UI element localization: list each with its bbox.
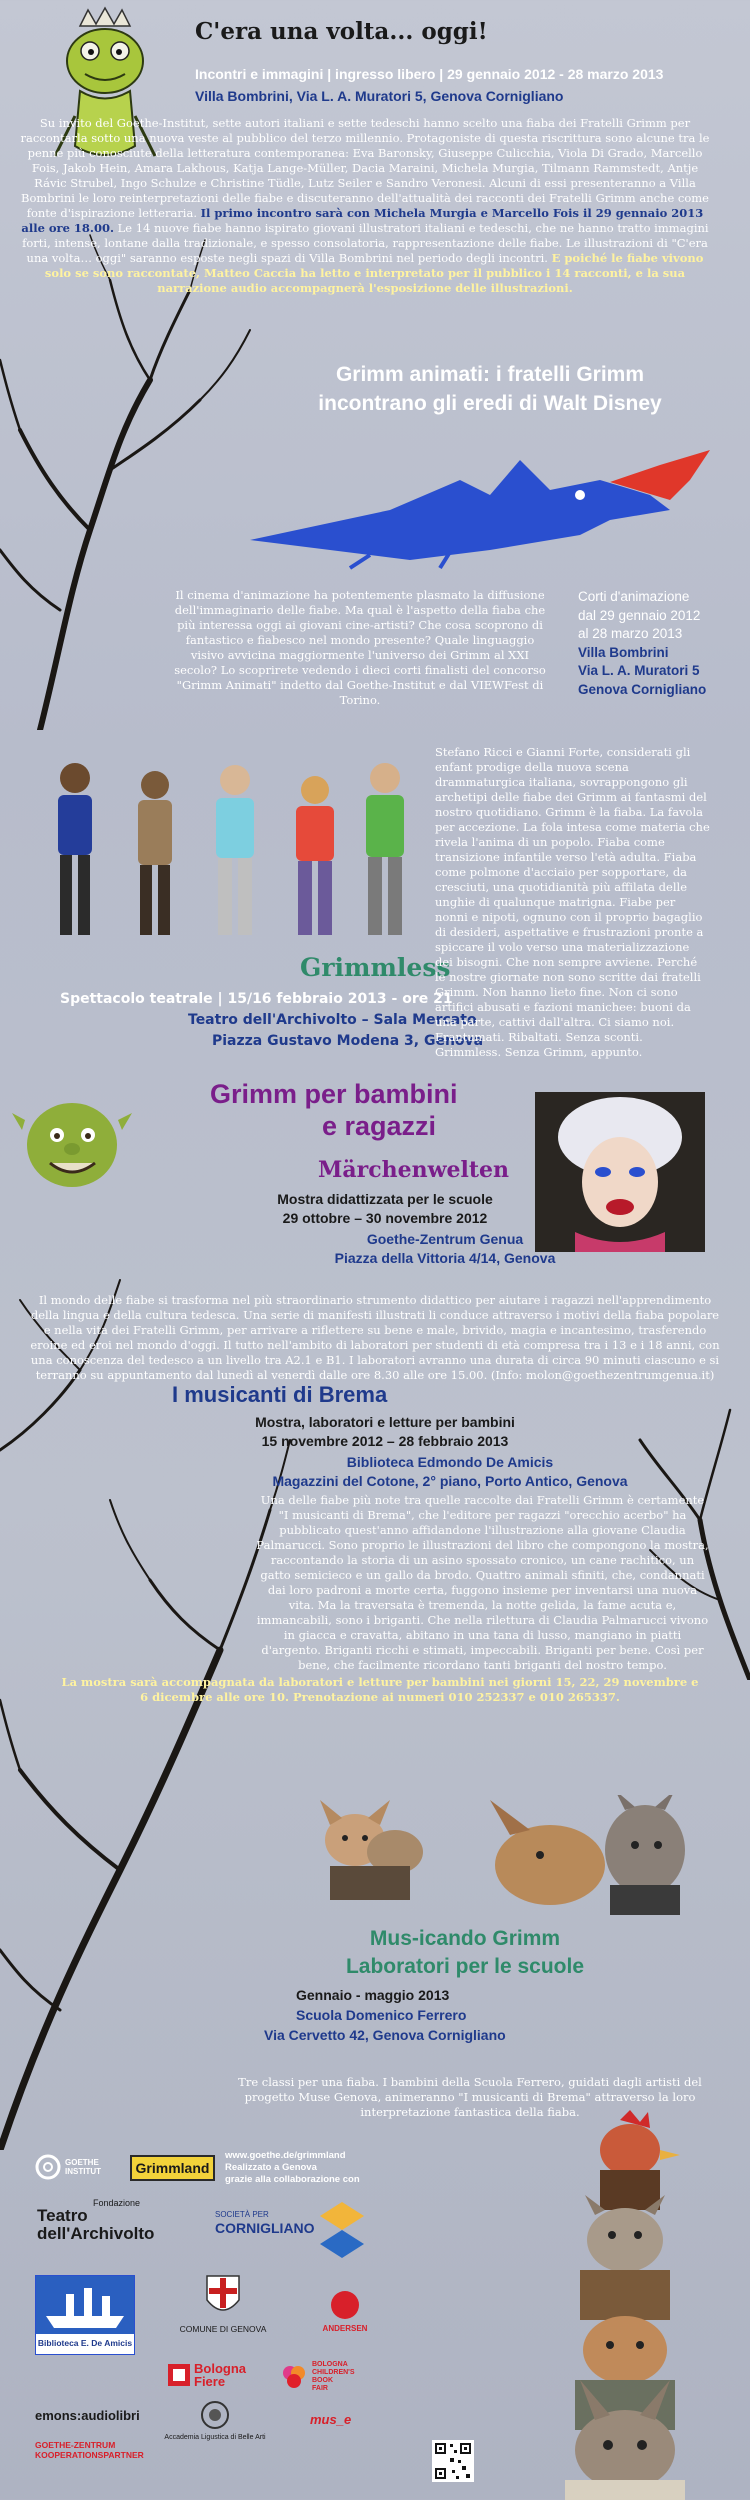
section2-side-line3: al 28 marzo 2013 [578,626,683,641]
section5-title: I musicanti di Brema [172,1382,388,1407]
realized-line1: Realizzato a Genova [225,2162,317,2173]
section4-subtitle: Märchenwelten [318,1157,510,1183]
section4-line3: Goethe-Zentrum Genua [366,1231,524,1247]
section6-line3: Via Cervetto 42, Genova Cornigliano [264,2027,506,2043]
musicians-donkey-and-dog-illustration [470,1795,700,1915]
biblioteca-de-amicis-logo [35,2275,135,2355]
section1-body [20,116,710,296]
section2-side-line6: Genova Cornigliano [578,681,707,697]
section4-title-line1: Grimm per bambini [210,1079,458,1109]
cornigliano-small-text: SOCIETÀ PER [215,2210,269,2219]
biblioteca-text: Biblioteca E. De Amicis [37,2338,133,2348]
section3-title: Grimmless [300,953,451,982]
section4-title [210,1078,530,1142]
bremen-musicians-stack-illustration [540,2110,710,2500]
archivolto-line1: Teatro [37,2206,88,2225]
cornigliano-big-text: CORNIGLIANO [215,2220,315,2236]
section5-venue [200,1453,700,1491]
cornigliano-logo [215,2210,365,2255]
actor-figure-2 [138,771,172,935]
section2-side-line5: Via L. A. Muratori 5 [578,663,700,678]
section6-body: Tre classi per una fiaba. I bambini della Scuola Ferrero, guidati dagli artisti del progetto Muse Genova, animeranno "I musicanti di Brema" attraverso la loro interpretazione fantastica della fiaba. [238,2075,702,2119]
accademia-ligustica-logo [150,2400,280,2450]
teatro-archivolto-logo [35,2196,175,2246]
section2-title-line1: Grimm animati: i fratelli Grimm [335,363,645,386]
bologna-fiere-logo [168,2360,278,2390]
section2-side-info [578,588,738,699]
bologna-fiere-line2: Fiere [194,2374,226,2389]
accademia-text: Accademia Ligustica di Belle Arti [164,2434,266,2441]
section1-first-meeting: Il primo incontro sarà con Michela Murgia e Marcello Fois il 29 gennaio 2013 alle ore 18.00. [21,206,704,235]
section1-highlight: E poiché le fiabe vivono solo se sono raccontate, Matteo Caccia ha letto e interpretato per il pubblico i 14 racconti, e la sua narrazione audio accompagnerà l'esposizione delle illustrazioni. [44,251,704,295]
grimmland-website [225,2150,360,2186]
actor-figure-1 [58,763,92,935]
shrek-illustration [10,1085,135,1195]
section2-side-line1: Corti d'animazione [578,589,690,604]
bcbf-text [312,2361,355,2393]
section6-title [295,1925,635,1981]
section6-line1: Gennaio - maggio 2013 [296,1987,450,2003]
bcbf-flower-icon [280,2363,308,2391]
muse-logo: mus_e [310,2412,352,2427]
emons-audiolibri-logo: emons:audiolibri [35,2408,140,2423]
section1-title: C'era una volta... oggi! [195,18,488,45]
section3-line1: Spettacolo teatrale | 15/16 febbraio 2013 - ore 21 [60,991,453,1007]
goethe-zentrum-logo [35,2440,144,2460]
section4-body: Il mondo delle fiabe si trasforma nel più straordinario strumento didattico per aiutare i ragazzi nell'apprendimento della lingua e della cultura tedesca. Una serie di manifesti illustrati li conduce attraverso i motivi della fiaba popolare e nella vita dei Fratelli Grimm, per arrivare a riflettere su bene e male, brivido, magia e incantesimo, trasferendo eroine ed eroi nel mondo d'oggi. Il tutto nell'ambito di laboratori per studenti di età compresa tra i 13 e i 18 anni, con una conoscenza del tedesco a un livello tra A2.1 e B1. I laboratori avranno una durata di circa 90 minuti ciascuno e si terranno su appuntamento dal lunedì al venerdì dalle ore 8.30 alle ore 15.00. (Info: molon@goethezentrumgenua.it) [30,1293,720,1382]
section1-para-c: Le 14 nuove fiabe hanno ispirato giovani illustratori italiani e tedeschi, che ne hanno tratto immagini forti, intense, lontane dalla tradizionale, e spesso consolatoria, rappresentazione delle fiabe. Le illustrazioni di "C'era una volta… oggi" saranno esposte negli spazi di Villa Bombrini nel periodo degli incontri. [22,221,709,265]
section2-title [280,360,700,418]
grimmland-logo: Grimmland [130,2155,215,2181]
bcbf-line4: FAIR [312,2385,328,2392]
section5-info [150,1413,620,1451]
section5-line3: Biblioteca Edmondo De Amicis [346,1454,554,1470]
ship-icon [36,2276,134,2334]
section3-body: Stefano Ricci e Gianni Forte, considerati gli enfant prodige della nuova scena drammaturgica italiana, sovrappongono gli archetipi delle fiabe dei Grimm ai fantasmi del nostro quotidiano. Grimm è la fiaba. La favola per accezione. La fola intesa come materia che rivela l'anima di un popolo. Fiaba come transizione infantile verso l'età adulta. Fiaba come polmone d'acciaio per sopportare, da cresciuti, una quotidianità più affilata delle unghie di qualunque matrigna. Fiabe per nonni e nipoti, ognuno con il proprio bagaglio di desideri, aspettative e frustrazioni pronte a spiccare il volo verso una materializzazione dei bisogni. Che non sempre avviene. Perché le nostre giornate non sono scritte dai fratelli Grimm. Non hanno lieto fine. Non ci sono artifici abusati e fazioni manichee: buoni da una parte, cattivi dall'altra. Ci siamo noi. Frantumati. Ribaltati. Senza sconti. Grimmless. Senza Grimm, appunto. [435,745,710,1059]
section5-line4: Magazzini del Cotone, 2° piano, Porto Antico, Genova [272,1473,628,1489]
bologna-fiere-icon [168,2364,190,2386]
cornigliano-diamond-icon [320,2202,364,2258]
genova-crest-icon [203,2272,243,2320]
goethe-logo-text: GOETHE INSTITUT [65,2158,101,2176]
comune-di-genova-logo [168,2272,278,2342]
section3-line2: Teatro dell'Archivolto – Sala Mercato [188,1012,477,1028]
comune-text: COMUNE DI GENOVA [179,2324,267,2334]
andersen-logo [315,2290,375,2335]
bcbf-line2: CHILDREN'S [312,2369,355,2376]
section4-title-line2: e ragazzi [322,1111,437,1141]
section1-subtitle: Incontri e immagini | ingresso libero | 29 gennaio 2012 - 28 marzo 2013 [195,66,664,82]
grimmless-actors-photo [30,750,420,950]
section3-line3: Piazza Gustavo Modena 3, Genova [212,1033,484,1049]
section4-info [230,1190,540,1228]
realized-line2: grazie alla collaborazione con [225,2174,360,2185]
section5-line2: 15 novembre 2012 – 28 febbraio 2013 [261,1433,509,1449]
section4-line1: Mostra didattizzata per le scuole [277,1191,493,1207]
actor-figure-5 [366,763,404,935]
section5-line1: Mostra, laboratori e letture per bambini [255,1414,515,1430]
section2-title-line2: incontrano gli eredi di Walt Disney [318,392,662,415]
section5-highlight: La mostra sarà accompagnata da laboratori e letture per bambini nei giorni 15, 22, 29 novembre e 6 dicembre alle ore 10. Prenotazione ai numeri 010 252337 e 010 265337. [61,1675,699,1704]
goethe-institut-logo [35,2152,130,2182]
accademia-seal-icon [200,2400,230,2430]
bcbf-line1: BOLOGNA [312,2361,348,2368]
blue-wolf-animation-illustration [250,440,710,570]
bologna-fiere-line1: Bologna [194,2361,246,2376]
website-link[interactable]: www.goethe.de/grimmland [225,2150,346,2161]
bologna-childrens-book-fair-logo [280,2357,380,2397]
section6-title-line2: Laboratori per le scuole [345,1955,585,1978]
andersen-text: ANDERSEN [322,2324,368,2333]
section6-title-line1: Mus-icando Grimm [369,1927,561,1950]
actor-figure-4 [296,776,334,935]
musicians-dog-and-cat-illustration [310,1790,430,1900]
section2-side-line4: Villa Bombrini [578,644,669,660]
section1-para-a: Su invito del Goethe-Institut, sette autori italiani e sette tedeschi hanno scelto una fiaba dei Fratelli Grimm per raccontarla sotto una nuova veste al pubblico del terzo millennio. Protagoniste di questa riscrittura sono alcune tra le penne più conosciute della letteratura contemporanea: Eva Baronsky, Giuseppe Culicchia, Viola Di Grado, Marcello Fois, Jakob Hein, Amara Lakhous, Katja Lange-Müller, Dacia Maraini, Michela Murgia, Tilmann Rammstedt, Antje Rávic Strubel, Ingo Schulze e Christine Tüdle, Lutz Seiler e Sandro Veronesi. Alcuni di essi presenteranno a Villa Bombrini le loro reinterpretazioni delle fiabe e discuteranno dell'attualità dei racconti dei Fratelli Grimm anche come fonte d'ispirazione letteraria. [20,116,710,220]
bcbf-line3: BOOK [312,2377,333,2384]
section1-venue: Villa Bombrini, Via L. A. Muratori 5, Genova Cornigliano [195,88,564,104]
section4-line4: Piazza della Vittoria 4/14, Genova [334,1250,556,1266]
section4-line2: 29 ottobre – 30 novembre 2012 [282,1210,488,1226]
andersen-circle-icon [330,2290,360,2320]
section4-venue [230,1230,570,1268]
section2-side-line2: dal 29 gennaio 2012 [578,607,701,623]
goethe-zentrum-line1: GOETHE-ZENTRUM [35,2440,116,2450]
qr-code-icon[interactable] [432,2440,474,2482]
section6-line2: Scuola Domenico Ferrero [296,2007,467,2023]
archivolto-small-text: Fondazione [93,2198,141,2208]
goethe-zentrum-line2: KOOPERATIONSPARTNER [35,2450,144,2460]
goethe-circle-icon [35,2154,61,2180]
evil-queen-illustration [535,1092,705,1252]
bologna-fiere-text [194,2362,246,2388]
section5-body: Una delle fiabe più note tra quelle raccolte dai Fratelli Grimm è certamente "I musicanti di Brema", che l'editore per ragazzi "orecchio acerbo" ha pubblicato quest'anno affidandone l'illustrazione alla giovane Claudia Palmarucci. Sono proprio le illustrazioni del libro che compongono la mostra, raccontando la storia di un asino spossato cronico, un cane rachitico, un gatto semicieco e un gallo da brodo. Quattro animali sfiniti, che, condannati dai loro padroni a morte certa, fuggono insieme per inventarsi una nuova vita. Ma la traversata è tremenda, la notte gelida, la fame acuta e, immancabili, sono i briganti. Che nella rilettura di Claudia Palmarucci vivono in giacca e cravatta, abitano in una tana di lusso, mangiano in piatti d'argento. Briganti ricchi e stimati, impeccabili. Briganti per bene. Così per bene, che facilmente ricordano tanti briganti del nostro tempo. [256,1493,709,1672]
archivolto-line2: dell'Archivolto [37,2224,155,2243]
section2-body: Il cinema d'animazione ha potentemente plasmato la diffusione dell'immaginario delle fiabe. Ma qual è l'aspetto della fiaba che più interessa oggi ai giovani cine-artisti? Che cosa scoprono di fantastico e fiabesco nel mondo presente? Quale linguaggio visivo avvicina maggiormente l'universo dei Grimm al XXI secolo? Lo scoprirete vedendo i dieci corti finalisti del concorso "Grimm Animati" indetto dal Goethe-Institut e dal VIEWFest di Torino. [174,588,546,707]
actor-figure-3 [216,765,254,935]
